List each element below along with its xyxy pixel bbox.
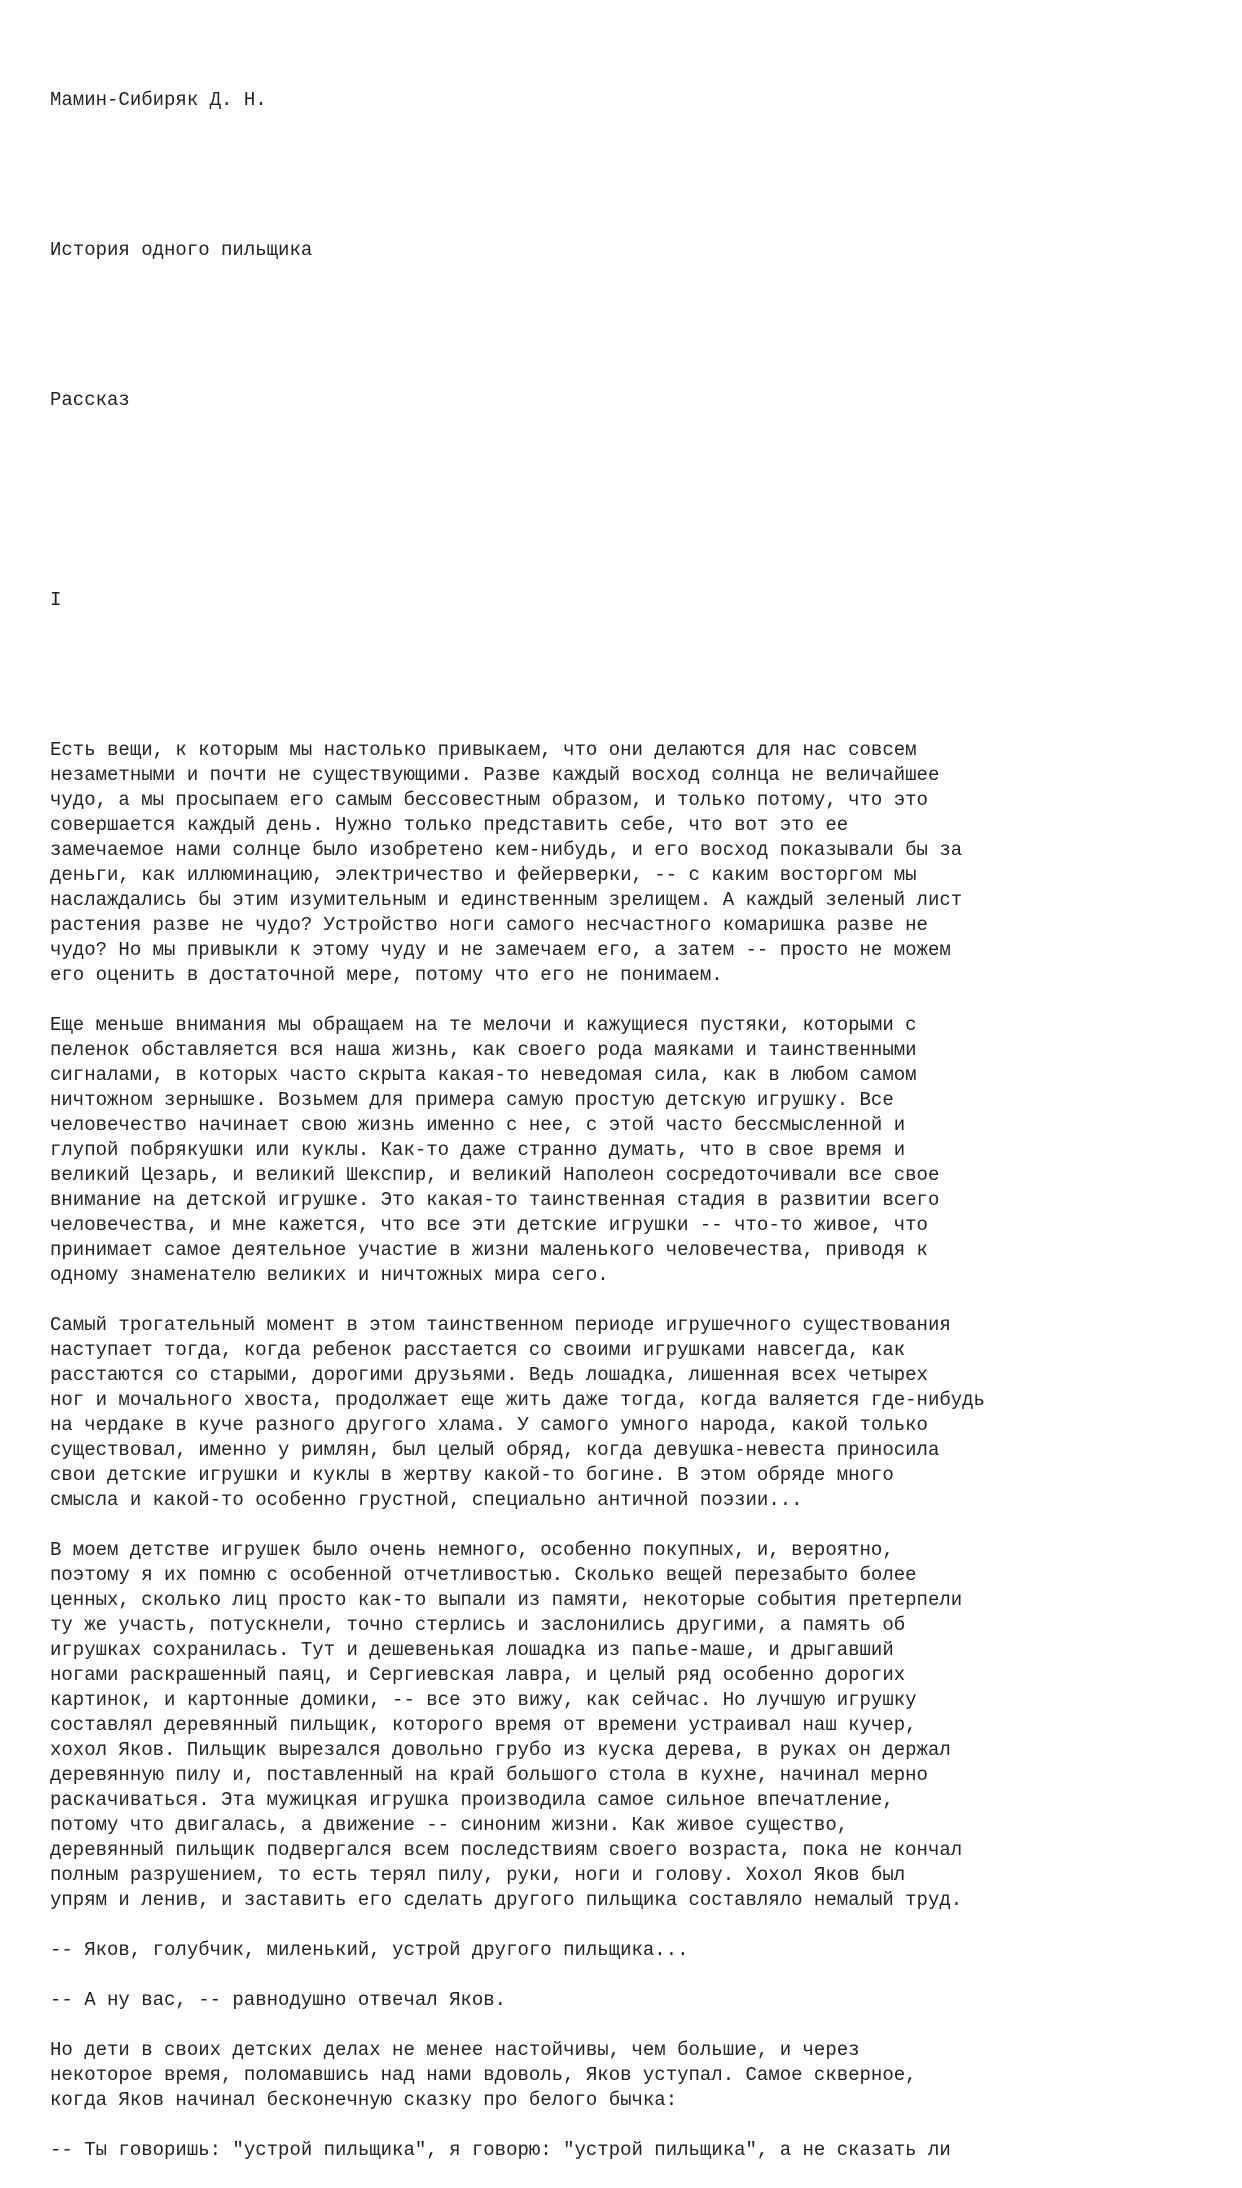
- text-line: свои детские игрушки и куклы в жертву какой-то богине. В этом обряде много: [50, 1464, 894, 1486]
- text-line: наступает тогда, когда ребенок расстается со своими игрушками навсегда, как: [50, 1339, 906, 1361]
- text-line: деньги, как иллюминацию, электричество и фейерверки, -- с каким восторгом мы: [50, 864, 917, 886]
- paragraph: [50, 1013, 1200, 1288]
- text-line: ног и мочального хвоста, продолжает еще жить даже тогда, когда валяется где-нибудь: [50, 1389, 985, 1411]
- text-line: Есть вещи, к которым мы настолько привыкаем, что они делаются для нас совсем: [50, 739, 917, 761]
- text-line: -- Яков, голубчик, миленький, устрой другого пильщика...: [50, 1939, 689, 1961]
- text-line: В моем детстве игрушек было очень немного, особенно покупных, и, вероятно,: [50, 1539, 894, 1561]
- text-line: Но дети в своих детских делах не менее настойчивы, чем большие, и через: [50, 2039, 860, 2061]
- text-line: смысла и какой-то особенно грустной, специально античной поэзии...: [50, 1489, 803, 1511]
- text-line: сигналами, в которых часто скрыта какая-то неведомая сила, как в любом самом: [50, 1064, 917, 1086]
- chapter-number: I: [50, 589, 62, 611]
- text-line: глупой побрякушки или куклы. Как-то даже странно думать, что в свое время и: [50, 1139, 906, 1161]
- document-page: [50, 38, 1200, 2188]
- text-line: ногами раскрашенный паяц, и Сергиевская лавра, и целый ряд особенно дорогих: [50, 1664, 906, 1686]
- text-line: существовал, именно у римлян, был целый обряд, когда девушка-невеста приносила: [50, 1439, 940, 1461]
- text-line: -- А ну вас, -- равнодушно отвечал Яков.: [50, 1989, 507, 2011]
- text-line: пеленок обставляется вся наша жизнь, как своего рода маяками и таинственными: [50, 1039, 917, 1061]
- text-line: великий Цезарь, и великий Шекспир, и великий Наполеон сосредоточивали все свое: [50, 1164, 940, 1186]
- genre-line: Рассказ: [50, 389, 130, 411]
- author-line: Мамин-Сибиряк Д. Н.: [50, 89, 267, 111]
- story-body: [50, 738, 1200, 2163]
- text-line: деревянный пильщик подвергался всем последствиям своего возраста, пока не кончал: [50, 1839, 963, 1861]
- paragraph: [50, 738, 1200, 988]
- paragraph: [50, 2138, 1200, 2163]
- text-line: деревянную пилу и, поставленный на край большого стола в кухне, начинал мерно: [50, 1764, 928, 1786]
- text-line: поэтому я их помню с особенной отчетливостью. Сколько вещей перезабыто более: [50, 1564, 917, 1586]
- text-line: внимание на детской игрушке. Это какая-то таинственная стадия в развитии всего: [50, 1189, 940, 1211]
- text-line: расстаются со старыми, дорогими друзьями. Ведь лошадка, лишенная всех четырех: [50, 1364, 928, 1386]
- text-line: составлял деревянный пильщик, которого время от времени устраивал наш кучер,: [50, 1714, 917, 1736]
- text-line: замечаемое нами солнце было изобретено кем-нибудь, и его восход показывали бы за: [50, 839, 963, 861]
- text-line: потому что двигалась, а движение -- синоним жизни. Как живое существо,: [50, 1814, 849, 1836]
- text-line: одному знаменателю великих и ничтожных мира сего.: [50, 1264, 609, 1286]
- text-line: Самый трогательный момент в этом таинственном периоде игрушечного существования: [50, 1314, 951, 1336]
- text-line: игрушках сохранилась. Тут и дешевенькая лошадка из папье-маше, и дрыгавший: [50, 1639, 894, 1661]
- text-line: упрям и ленив, и заставить его сделать другого пильщика составляло немалый труд.: [50, 1889, 963, 1911]
- paragraph: [50, 1538, 1200, 1913]
- text-line: чудо? Но мы привыкли к этому чуду и не замечаем его, а затем -- просто не можем: [50, 939, 951, 961]
- text-line: наслаждались бы этим изумительным и единственным зрелищем. А каждый зеленый лист: [50, 889, 963, 911]
- text-line: человечества, и мне кажется, что все эти детские игрушки -- что-то живое, что: [50, 1214, 928, 1236]
- text-line: ничтожном зернышке. Возьмем для примера самую простую детскую игрушку. Все: [50, 1089, 894, 1111]
- text-line: полным разрушением, то есть терял пилу, руки, ноги и голову. Хохол Яков был: [50, 1864, 906, 1886]
- paragraph: [50, 2038, 1200, 2113]
- text-line: когда Яков начинал бесконечную сказку про белого бычка:: [50, 2089, 678, 2111]
- text-line: совершается каждый день. Нужно только представить себе, что вот это ее: [50, 814, 849, 836]
- text-line: чудо, а мы просыпаем его самым бессовестным образом, и только потому, что это: [50, 789, 928, 811]
- paragraph: [50, 1313, 1200, 1513]
- text-line: незаметными и почти не существующими. Разве каждый восход солнца не величайшее: [50, 764, 940, 786]
- text-line: его оценить в достаточной мере, потому что его не понимаем.: [50, 964, 723, 986]
- text-line: -- Ты говоришь: "устрой пильщика", я говорю: "устрой пильщика", а не сказать ли: [50, 2139, 951, 2161]
- text-line: ценных, сколько лиц просто как-то выпали из памяти, некоторые события претерпели: [50, 1589, 963, 1611]
- text-line: на чердаке в куче разного другого хлама. У самого умного народа, какой только: [50, 1414, 928, 1436]
- text-line: растения разве не чудо? Устройство ноги самого несчастного комаришка разве не: [50, 914, 928, 936]
- paragraph: [50, 1938, 1200, 1963]
- text-line: ту же участь, потускнели, точно стерлись и заслонились другими, а память об: [50, 1614, 906, 1636]
- paragraph: [50, 1988, 1200, 2013]
- text-line: раскачиваться. Эта мужицкая игрушка производила самое сильное впечатление,: [50, 1789, 894, 1811]
- text-line: человечество начинает свою жизнь именно с нее, с этой часто бессмысленной и: [50, 1114, 906, 1136]
- text-line: картинок, и картонные домики, -- все это вижу, как сейчас. Но лучшую игрушку: [50, 1689, 917, 1711]
- text-line: Еще меньше внимания мы обращаем на те мелочи и кажущиеся пустяки, которыми с: [50, 1014, 917, 1036]
- story-title: История одного пильщика: [50, 239, 313, 261]
- text-line: хохол Яков. Пильщик вырезался довольно грубо из куска дерева, в руках он держал: [50, 1739, 951, 1761]
- text-line: некоторое время, поломавшись над нами вдоволь, Яков уступал. Самое скверное,: [50, 2064, 917, 2086]
- text-line: принимает самое деятельное участие в жизни маленького человечества, приводя к: [50, 1239, 928, 1261]
